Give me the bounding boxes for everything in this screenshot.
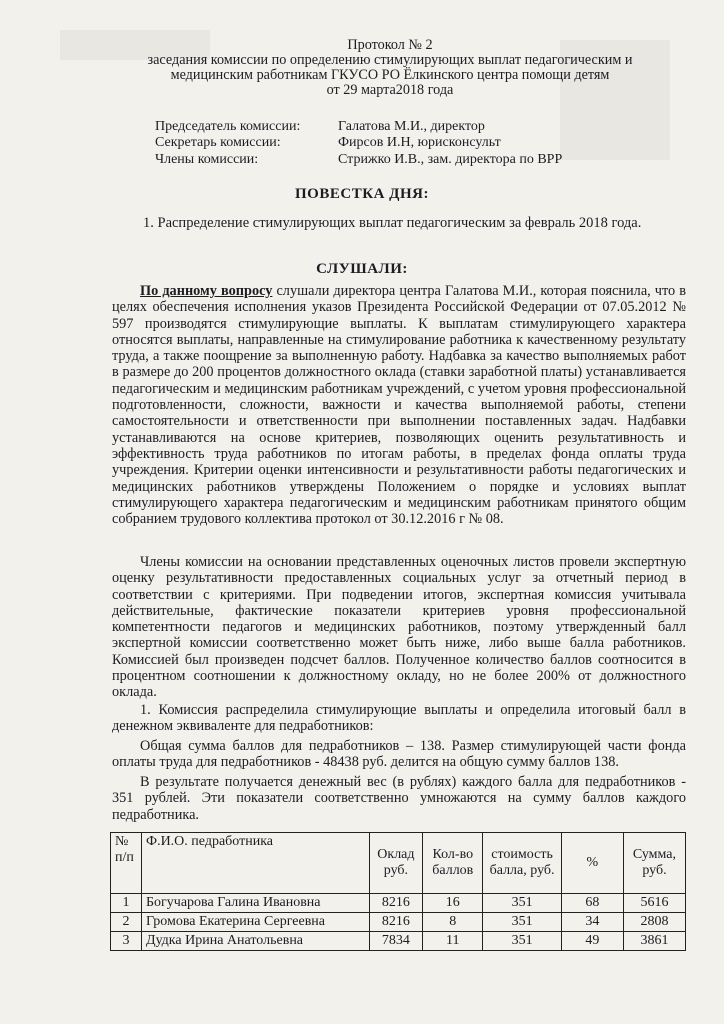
col-header-points: Кол-во баллов — [423, 833, 483, 894]
protocol-date: от 29 марта2018 года — [326, 82, 454, 98]
heard-paragraph-2 — [112, 554, 686, 701]
cell-points: 8 — [423, 913, 483, 932]
cell-point-cost: 351 — [483, 932, 562, 951]
agenda-title: ПОВЕСТКА ДНЯ: — [295, 186, 429, 202]
cell-point-cost: 351 — [483, 894, 562, 913]
chair-name: Галатова М.И., директор — [338, 119, 485, 134]
cell-salary: 7834 — [369, 932, 423, 951]
paragraph-text: Члены комиссии на основании представленных оценочных листов провели экспертную оценку результативности предоставленных социальных услуг за отчетный период в соответствии с критериями. При подведении итогов, экспертная комиссия учитывала действительные, фактические показатели критериев уровня профессиональной компетентности педагогов и медицинских работников, поэтому утвержденный балл экспертной комиссии соответственно может быть ниже, либо выше балла работников. Комиссией был произведен подсчет баллов. Полученное количество баллов соотносится в процентном соотношении к должностному окладу, но не более 200% от должностного оклада. — [112, 554, 686, 701]
agenda-item: 1. Распределение стимулирующих выплат педагогическим за февраль 2018 года. — [143, 215, 642, 231]
paragraph-text: слушали директора центра Галатова М.И., которая пояснила, что в целях обеспечения исполнения указов Президента Российской Федерации от 07.05.2012 № 597 производятся стимулирующие выплаты. К выплатам стимулирующего характера относятся выплаты, направленные на стимулирование работника к качественному результату труда, а также поощрение за выполненную работу. Надбавка за качество выполняемых работ в размере до 200 процентов должностного оклада (ставки заработной платы) устанавливается педагогическим и медицинским работникам учреждений, с учетом уровня профессиональной подготовленности, сложности, важности и качества выполняемой работы, степени самостоятельности и ответственности при выполнении поставленных задач. Надбавки устанавливаются на основе критериев, позволяющих оценить результативность и эффективность труда работников по итогам работы, в пределах фонда оплаты труда учреждения. Критерии оценки интенсивности и результативности работы педагогических и медицинских работников утверждены Положением о порядке и условиях выплат стимулирующего характера педагогическим и медицинским работникам принятого общим собранием трудового коллектива протокол от 30.12.2016 г № 08. — [112, 283, 686, 528]
col-header-percent: % — [561, 833, 623, 894]
col-header-name: Ф.И.О. педработника — [142, 833, 370, 894]
table-row — [111, 894, 686, 913]
cell-name: Богучарова Галина Ивановна — [142, 894, 370, 913]
cell-name: Дудка Ирина Анатольевна — [142, 932, 370, 951]
col-header-point-cost: стоимость балла, руб. — [483, 833, 562, 894]
protocol-title: Протокол № 2 — [347, 37, 433, 53]
header-line: медицинским работникам ГКУСО РО Ёлкинского центра помощи детям — [170, 67, 610, 83]
col-header-number: № п/п — [111, 833, 142, 894]
paragraph-text: В результате получается денежный вес (в рублях) каждого балла для педработников - 351 рублей. Эти показатели соответственно умножаются на сумму баллов каждого педработника. — [112, 774, 686, 823]
secretary-name: Фирсов И.Н, юрисконсульт — [338, 135, 501, 150]
secretary-label: Секретарь комиссии: — [155, 135, 281, 150]
header-line: заседания комиссии по определению стимулирующих выплат педагогическим и — [147, 52, 633, 68]
table-header-row — [111, 833, 686, 894]
payments-table — [110, 832, 686, 951]
cell-sum: 3861 — [623, 932, 685, 951]
table-row — [111, 913, 686, 932]
paragraph-text: 1. Комиссия распределила стимулирующие выплаты и определила итоговый балл в денежном эквиваленте для педработников: — [112, 702, 686, 735]
heard-title: СЛУШАЛИ: — [316, 261, 408, 277]
cell-sum: 5616 — [623, 894, 685, 913]
paragraph-text: Общая сумма баллов для педработников – 138. Размер стимулирующей части фонда оплаты труда для педработников - 48438 руб. делится на общую сумму баллов 138. — [112, 738, 686, 771]
cell-percent: 68 — [561, 894, 623, 913]
cell-number: 1 — [111, 894, 142, 913]
table-row — [111, 932, 686, 951]
cell-percent: 49 — [561, 932, 623, 951]
cell-number: 3 — [111, 932, 142, 951]
cell-points: 11 — [423, 932, 483, 951]
cell-sum: 2808 — [623, 913, 685, 932]
col-header-salary: Оклад руб. — [369, 833, 423, 894]
heard-paragraph-5 — [112, 774, 686, 823]
heard-paragraph-4 — [112, 738, 686, 771]
members-label: Члены комиссии: — [155, 152, 259, 167]
chair-label: Председатель комиссии: — [155, 119, 301, 134]
document-header — [110, 38, 670, 98]
lead-phrase: По данному вопросу — [140, 283, 273, 299]
cell-points: 16 — [423, 894, 483, 913]
cell-salary: 8216 — [369, 913, 423, 932]
members-name: Стрижко И.В., зам. директора по ВРР — [338, 152, 563, 167]
cell-number: 2 — [111, 913, 142, 932]
cell-percent: 34 — [561, 913, 623, 932]
heard-paragraph-3 — [112, 702, 686, 735]
col-header-sum: Сумма, руб. — [623, 833, 685, 894]
heard-paragraph-1 — [112, 283, 686, 527]
cell-name: Громова Екатерина Сергеевна — [142, 913, 370, 932]
cell-point-cost: 351 — [483, 913, 562, 932]
cell-salary: 8216 — [369, 894, 423, 913]
